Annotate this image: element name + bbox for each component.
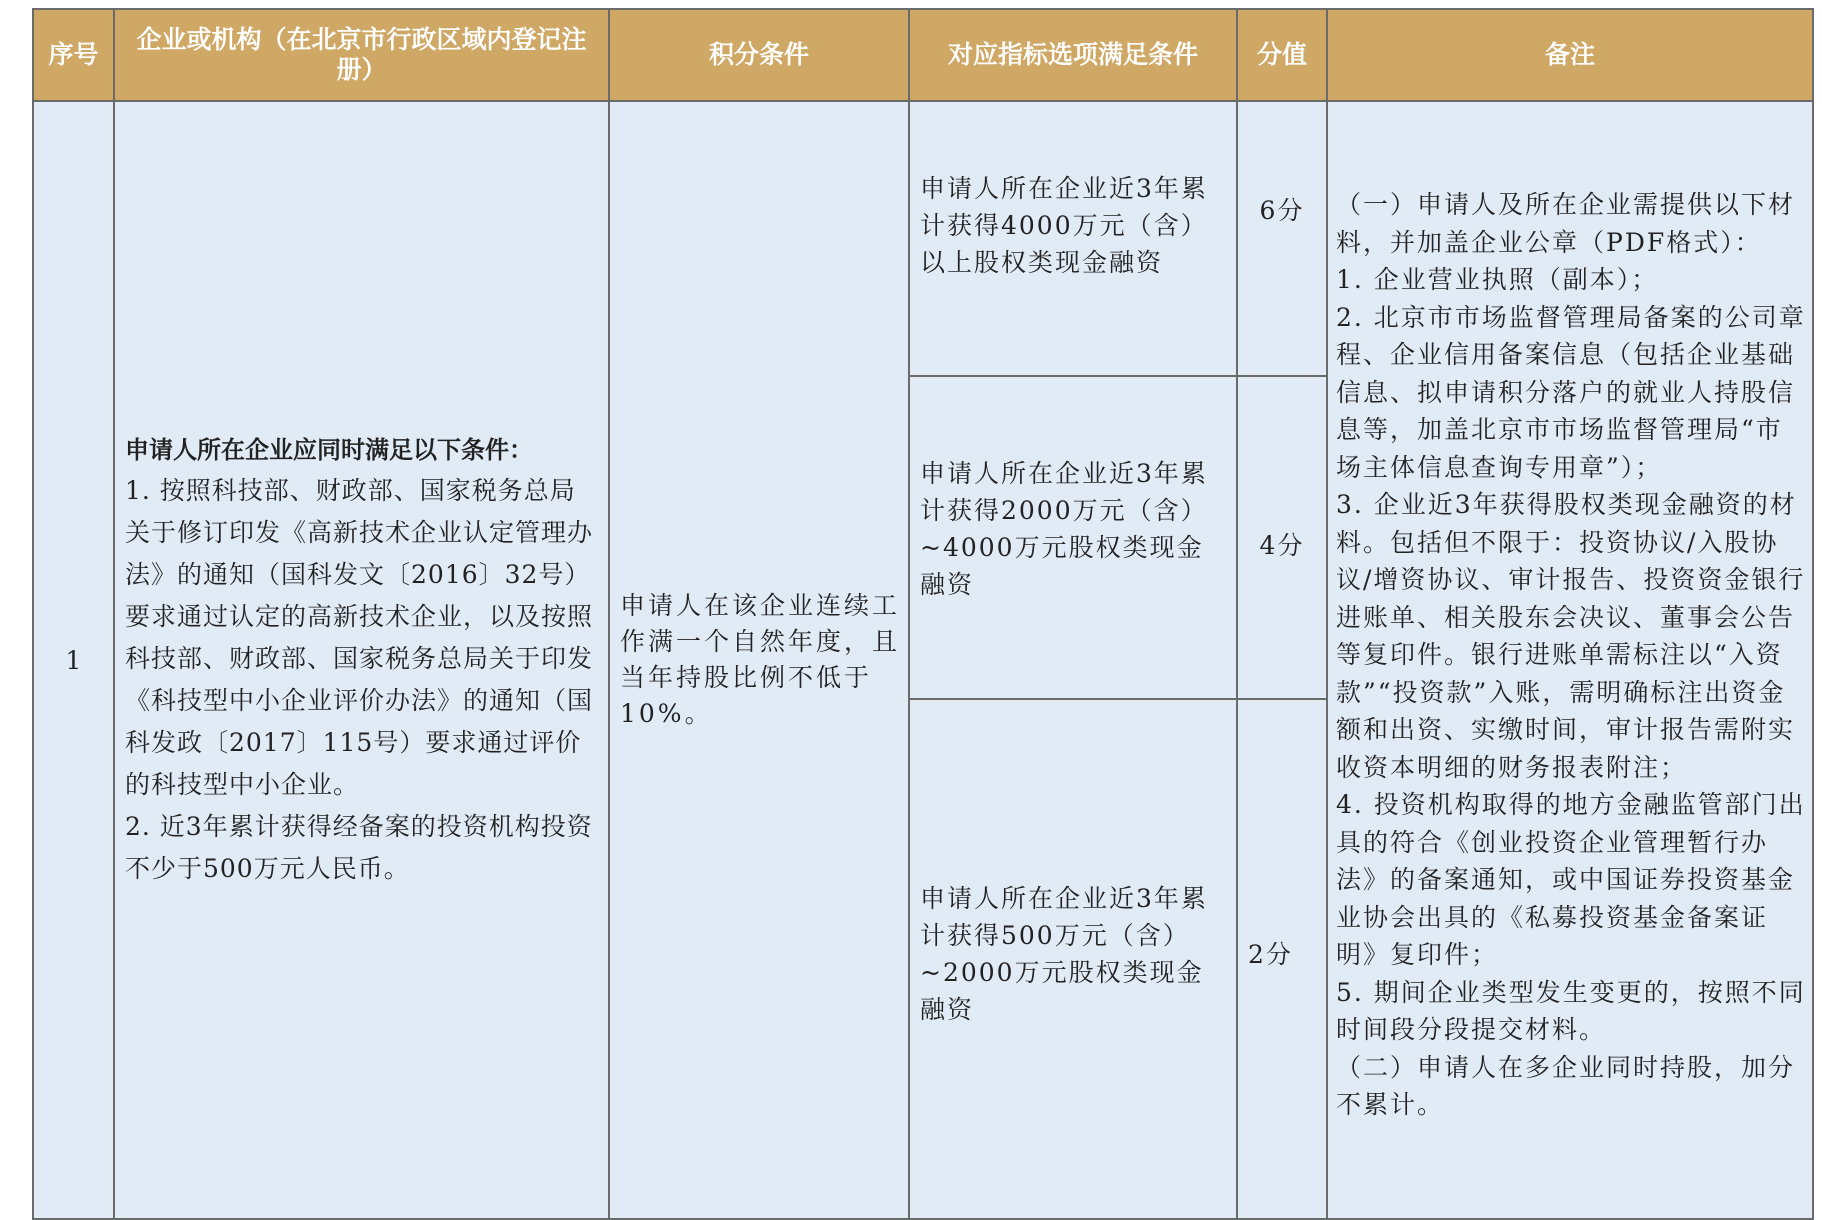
header-row <box>33 9 1813 101</box>
org-item-2: 2. 近3年累计获得经备案的投资机构投资不少于500万元人民币。 <box>125 812 593 883</box>
remark-1: （一）申请人及所在企业需提供以下材料，并加盖企业公章（PDF格式）： <box>1336 190 1796 257</box>
remark-6: 5. 期间企业类型发生变更的，按照不同时间段分段提交材料。 <box>1336 977 1806 1044</box>
header-org: 企业或机构（在北京市行政区域内登记注册） <box>114 9 609 101</box>
option-cell-2: 申请人所在企业近3年累计获得2000万元（含）~4000万元股权类现金融资 <box>909 376 1237 699</box>
score-cell-3: 2分 <box>1237 699 1327 1219</box>
org-cell <box>114 101 609 1219</box>
org-heading: 申请人所在企业应同时满足以下条件： <box>125 436 533 464</box>
option-cell-1: 申请人所在企业近3年累计获得4000万元（含）以上股权类现金融资 <box>909 101 1237 376</box>
score-cell-1: 6分 <box>1237 101 1327 376</box>
header-seq: 序号 <box>33 9 114 101</box>
table-row <box>33 101 1813 376</box>
remark-2: 1. 企业营业执照（副本）； <box>1336 265 1659 294</box>
seq-cell: 1 <box>33 101 114 1219</box>
remark-5: 4. 投资机构取得的地方金融监管部门出具的符合《创业投资企业管理暂行办法》的备案通知，或中国证券投资基金业协会出具的《私募投资基金备案证明》复印件； <box>1336 790 1806 969</box>
remark-3: 2. 北京市市场监督管理局备案的公司章程、企业信用备案信息（包括企业基础信息、拟申请积分落户的就业人持股信息等，加盖北京市市场监督管理局“市场主体信息查询专用章”）； <box>1336 302 1806 482</box>
condition-cell: 申请人在该企业连续工作满一个自然年度，且当年持股比例不低于10%。 <box>609 101 909 1219</box>
remark-cell <box>1327 101 1813 1219</box>
header-score: 分值 <box>1237 9 1327 101</box>
header-condition: 积分条件 <box>609 9 909 101</box>
org-item-1: 1. 按照科技部、财政部、国家税务总局关于修订印发《高新技术企业认定管理办法》的通知（国科发文〔2016〕32号）要求通过认定的高新技术企业，以及按照科技部、财政部、国家税务总局关于印发《科技型中小企业评价办法》的通知（国科发政〔2017〕115号）要求通过评价的科技型中小企业。 <box>125 476 594 799</box>
remark-4: 3. 企业近3年获得股权类现金融资的材料。包括但不限于：投资协议/入股协议/增资协议、审计报告、投资资金银行进账单、相关股东会决议、董事会公告等复印件。银行进账单需标注以“入资款”“投资款”入账，需明确标注出资金额和出资、实缴时间，审计报告需附实收资本明细的财务报表附注； <box>1336 490 1806 782</box>
header-option: 对应指标选项满足条件 <box>909 9 1237 101</box>
points-table <box>32 8 1814 1220</box>
option-cell-3: 申请人所在企业近3年累计获得500万元（含）~2000万元股权类现金融资 <box>909 699 1237 1219</box>
remark-7: （二）申请人在多企业同时持股，加分不累计。 <box>1336 1052 1796 1119</box>
header-remark: 备注 <box>1327 9 1813 101</box>
score-cell-2: 4分 <box>1237 376 1327 699</box>
